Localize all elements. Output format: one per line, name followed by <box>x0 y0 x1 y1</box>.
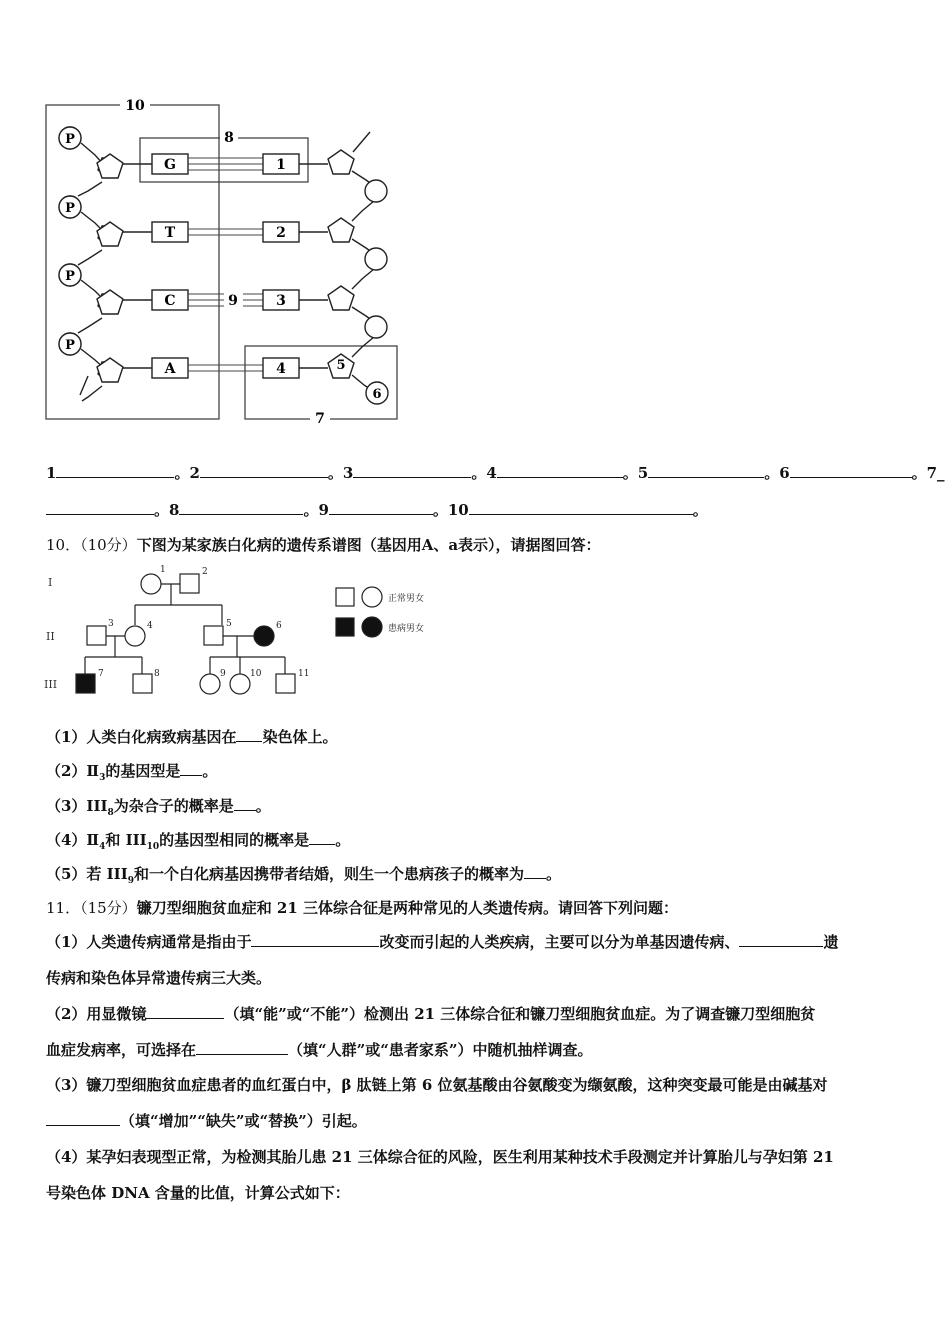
generation-III: III <box>44 678 58 691</box>
answer-blank-3[interactable] <box>353 463 471 478</box>
phosphate-label: P <box>65 132 75 147</box>
base-A: A <box>164 361 176 377</box>
q11-blank-3[interactable] <box>146 1004 224 1019</box>
member-11: 11 <box>298 669 310 679</box>
legend-affected-label: 患病男女 <box>388 624 425 634</box>
phosphate-label: P <box>65 269 75 284</box>
base-4: 4 <box>276 361 286 377</box>
q11-item-4-line-1: （4）某孕妇表现型正常，为检测其胎儿患 21 三体综合征的风险，医生利用某种技术手段测定并计算胎儿与孕妇第 21 <box>46 1148 834 1166</box>
legend-normal-label: 正常男女 <box>388 594 425 604</box>
q11-item-1-line-2: 传病和染色体异常遗传病三大类。 <box>46 969 272 987</box>
member-2: 2 <box>202 567 208 577</box>
q10-stem: 10．（10分）下图为某家族白化病的遗传系谱图（基因用A、a表示），请据图回答： <box>46 536 601 554</box>
answer-blank-2[interactable] <box>200 463 328 478</box>
dna-answer-row-1: 1 。2 。3 。4 。5 。6 。7_ <box>46 464 945 482</box>
q10-item-3: $(3)III_8$为杂合子的概率是 。 <box>46 797 271 818</box>
q10-item-2: $(2)Ⅱ_3$的基因型是 。 <box>46 762 218 783</box>
dna-structure-diagram <box>40 95 410 430</box>
base-3: 3 <box>276 293 286 309</box>
q10-blank-1[interactable] <box>236 727 262 742</box>
q10-item-4: $(4)Ⅱ_4$和 $III_{10}$的基因型相同的概率是 。 <box>46 831 351 852</box>
dna-answer-row-2: 。8 。9 。10 。 <box>46 499 708 520</box>
member-6: 6 <box>276 621 282 631</box>
member-7: 7 <box>98 669 104 679</box>
region-10-box <box>46 105 219 419</box>
generation-I: I <box>48 576 53 589</box>
q10-blank-2[interactable] <box>180 761 202 776</box>
phosphate-label-6: 6 <box>372 387 382 402</box>
base-T: T <box>164 225 176 241</box>
label-10: 10 <box>125 98 145 114</box>
pedigree-legend <box>336 587 382 637</box>
member-8: 8 <box>154 669 160 679</box>
q11-item-3-line-1: （3）镰刀型细胞贫血症患者的血红蛋白中，β 肽链上第 6 位氨基酸由谷氨酸变为缬氨酸，这种突变最可能是由碱基对 <box>46 1076 828 1094</box>
q11-item-4-line-2: 号染色体 DNA 含量的比值，计算公式如下： <box>46 1184 350 1202</box>
q11-item-3-line-2: （填“增加”“缺失”或“替换”）引起。 <box>46 1110 367 1131</box>
q11-blank-2[interactable] <box>739 932 823 947</box>
label-8: 8 <box>224 130 234 146</box>
q11-item-2-line-2: 血症发病率，可选择在 （填“人群”或“患者家系”）中随机抽样调查。 <box>46 1041 593 1059</box>
q10-blank-4[interactable] <box>309 830 335 845</box>
base-2: 2 <box>276 225 286 241</box>
q11-item-2-line-1: （2）用显微镜 （填“能”或“不能”）检测出 21 三体综合征和镰刀型细胞贫血症。为了调查镰刀型细胞贫 <box>46 1005 816 1023</box>
phosphate-label: P <box>65 338 75 353</box>
label-9: 9 <box>228 293 238 309</box>
answer-blank-9[interactable] <box>329 500 433 515</box>
q10-item-5: （5）若 $III_9$和一个白化病基因携带者结婚，则生一个患病孩子的概率为 。 <box>46 865 562 886</box>
base-C: C <box>164 293 176 309</box>
q11-blank-5[interactable] <box>46 1111 120 1126</box>
generation-II: II <box>46 630 55 643</box>
base-G: G <box>164 157 176 173</box>
q11-blank-1[interactable] <box>251 932 379 947</box>
q11-blank-4[interactable] <box>196 1040 288 1055</box>
q11-stem: 11．（15分）镰刀型细胞贫血症和 21 三体综合征是两种常见的人类遗传病。请回答下列问题： <box>46 899 679 917</box>
q10-item-1: （1）人类白化病致病基因在 染色体上。 <box>46 728 338 746</box>
base-1: 1 <box>276 157 286 173</box>
member-5: 5 <box>226 619 232 629</box>
member-9: 9 <box>220 669 226 679</box>
answer-blank-1[interactable] <box>56 463 174 478</box>
answer-blank-5[interactable] <box>648 463 764 478</box>
sugar-label-5: 5 <box>336 358 346 373</box>
member-10: 10 <box>250 669 262 679</box>
q10-blank-5[interactable] <box>524 864 546 879</box>
label-7: 7 <box>315 411 325 427</box>
answer-blank-6[interactable] <box>790 463 912 478</box>
member-3: 3 <box>108 619 114 629</box>
answer-blank-8[interactable] <box>179 500 303 515</box>
q11-item-1-line-1: （1）人类遗传病通常是指由于 改变而引起的人类疾病，主要可以分为单基因遗传病、 遗 <box>46 933 839 951</box>
member-4: 4 <box>147 621 153 631</box>
q10-blank-3[interactable] <box>234 796 256 811</box>
member-1: 1 <box>160 565 166 575</box>
answer-blank-7[interactable] <box>46 500 154 515</box>
pedigree-chart <box>40 562 460 702</box>
answer-blank-10[interactable] <box>469 500 693 515</box>
phosphate-label: P <box>65 201 75 216</box>
answer-blank-4[interactable] <box>497 463 623 478</box>
